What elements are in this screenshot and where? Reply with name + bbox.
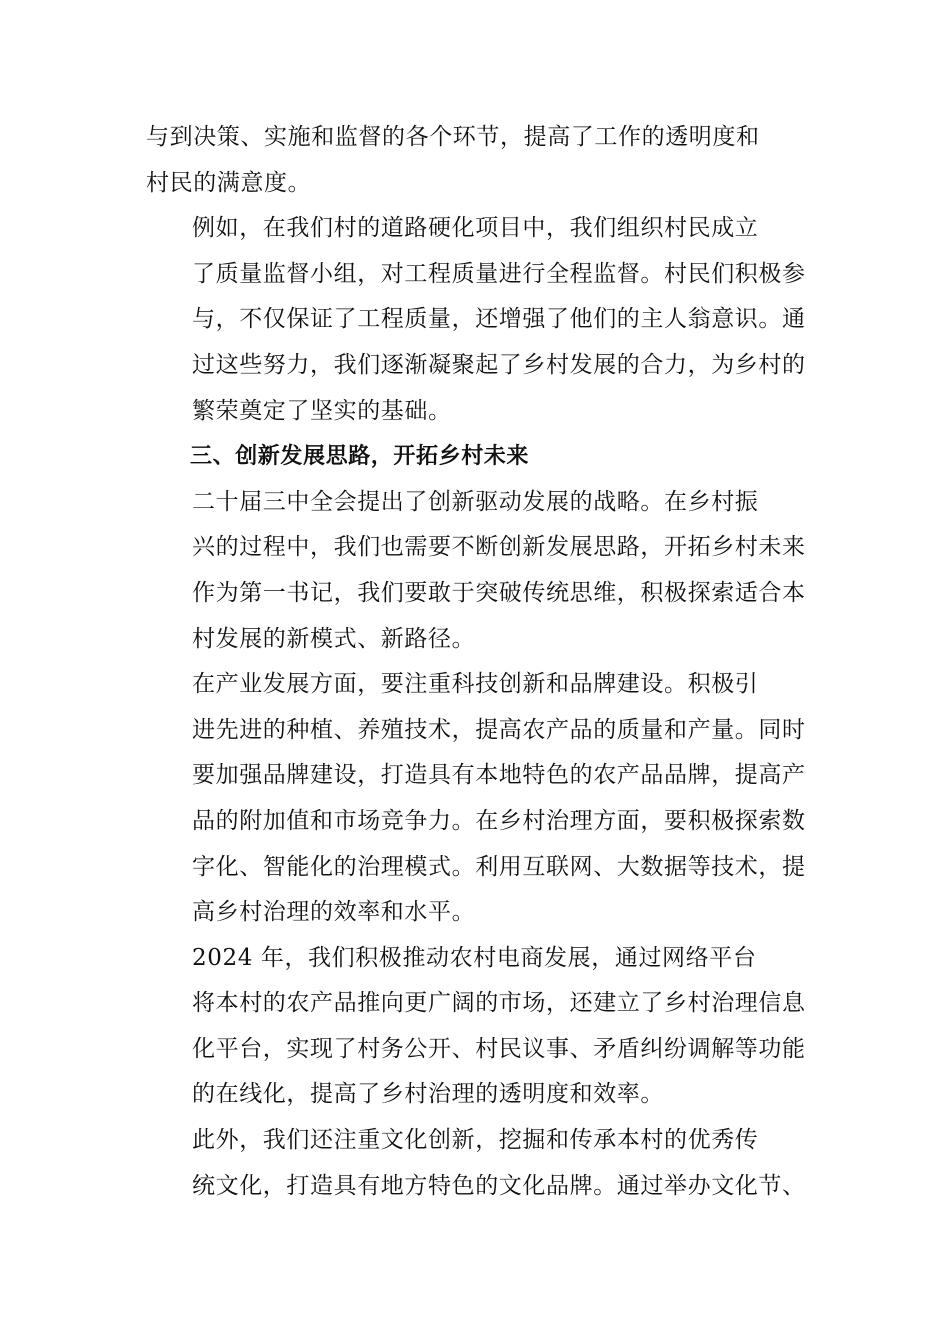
text-line: 村民的满意度。 [146, 169, 312, 196]
paragraph-innovation-strategy [146, 480, 806, 662]
document-body [146, 115, 806, 1209]
text-line: 进先进的种植、养殖技术，提高农产品的质量和产量。同时 [192, 716, 806, 743]
text-line: 化平台，实现了村务公开、村民议事、矛盾纠纷调解等功能 [192, 1035, 806, 1062]
text-line: 在产业发展方面，要注重科技创新和品牌建设。积极引 [192, 671, 759, 698]
text-line: 与，不仅保证了工程质量，还增强了他们的主人翁意识。通 [192, 306, 806, 333]
text-line: 将本村的农产品推向更广阔的市场，还建立了乡村治理信息 [192, 990, 806, 1017]
section-heading-text: 三、创新发展思路，开拓乡村未来 [190, 444, 530, 470]
text-line: 2024 年，我们积极推动农村电商发展，通过网络平台 [192, 944, 757, 971]
text-line: 字化、智能化的治理模式。利用互联网、大数据等技术，提 [192, 853, 806, 880]
text-line: 例如，在我们村的道路硬化项目中，我们组织村民成立 [192, 215, 759, 242]
text-line: 繁荣奠定了坚实的基础。 [192, 397, 452, 424]
text-line: 品的附加值和市场竞争力。在乡村治理方面，要积极探索数 [192, 807, 806, 834]
text-line: 与到决策、实施和监督的各个环节，提高了工作的透明度和 [146, 124, 760, 150]
paragraph-continuation [146, 115, 806, 206]
text-line: 高乡村治理的效率和水平。 [192, 899, 476, 926]
text-line: 的在线化，提高了乡村治理的透明度和效率。 [192, 1081, 664, 1108]
text-line: 村发展的新模式、新路径。 [192, 625, 476, 652]
section-heading [146, 434, 806, 480]
paragraph-ecommerce-2024 [146, 936, 806, 1118]
text-line: 作为第一书记，我们要敢于突破传统思维，积极探索适合本 [192, 579, 806, 606]
text-line: 二十届三中全会提出了创新驱动发展的战略。在乡村振 [192, 488, 759, 515]
text-line: 兴的过程中，我们也需要不断创新发展思路，开拓乡村未来 [192, 534, 806, 561]
paragraph-road-project [146, 206, 806, 434]
text-line: 了质量监督小组，对工程质量进行全程监督。村民们积极参 [192, 260, 806, 287]
paragraph-culture-innovation [146, 1118, 806, 1209]
paragraph-industry-development [146, 662, 806, 936]
text-line: 此外，我们还注重文化创新，挖掘和传承本村的优秀传 [192, 1127, 759, 1154]
text-line: 统文化，打造具有地方特色的文化品牌。通过举办文化节、 [192, 1172, 806, 1199]
text-line: 要加强品牌建设，打造具有本地特色的农产品品牌，提高产 [192, 762, 806, 789]
text-line: 过这些努力，我们逐渐凝聚起了乡村发展的合力，为乡村的 [192, 351, 806, 378]
